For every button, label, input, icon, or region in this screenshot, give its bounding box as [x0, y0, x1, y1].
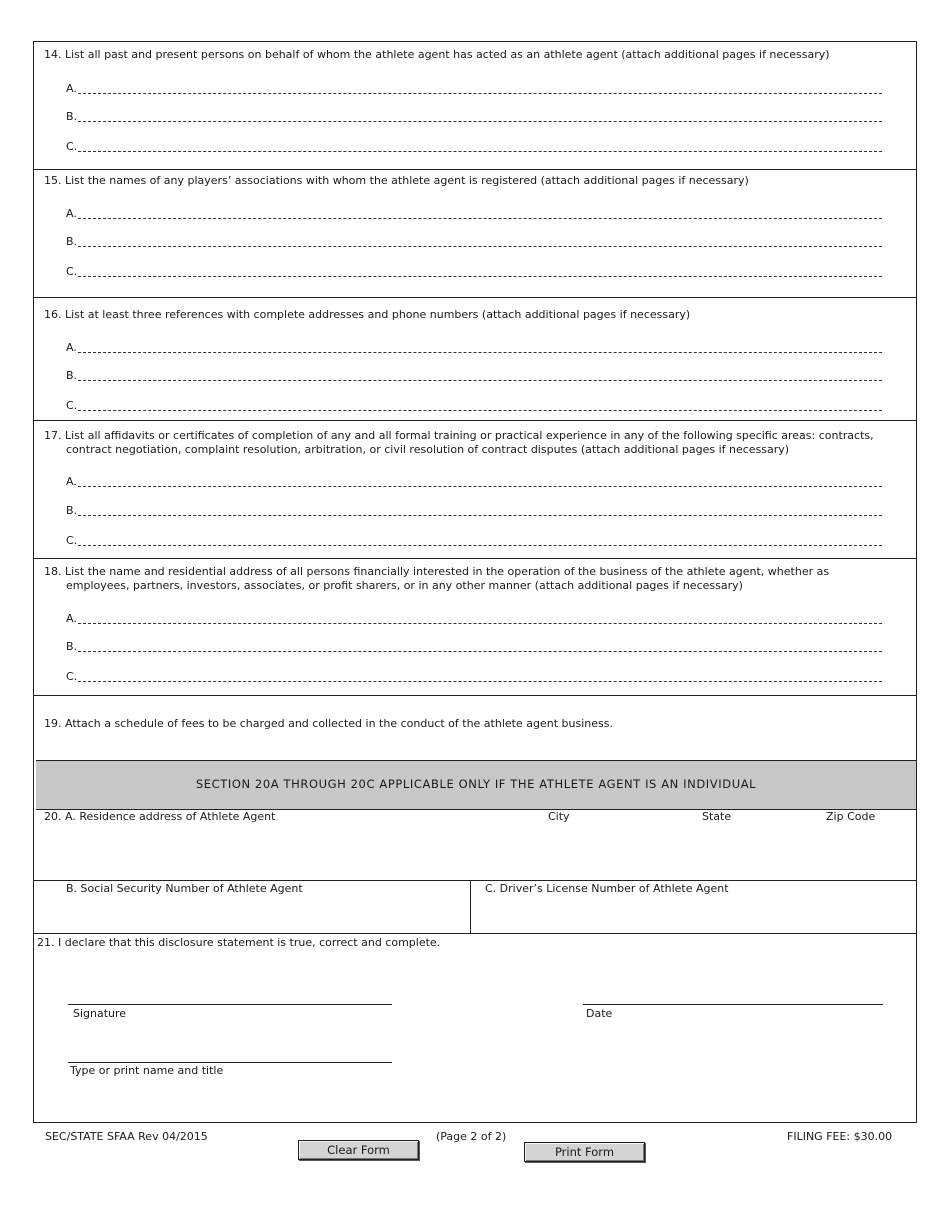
answer-line[interactable]: [66, 670, 882, 684]
answer-line[interactable]: [66, 235, 882, 249]
page-number: (Page 2 of 2): [436, 1130, 507, 1143]
question-20a[interactable]: [34, 808, 916, 880]
question-15-text: 15. List the names of any players’ associations with whom the athlete agent is registered (attach additional pages if necessary): [44, 174, 749, 187]
date-label: Date: [586, 1007, 613, 1020]
ssn-label: B. Social Security Number of Athlete Agent: [66, 882, 303, 895]
answer-line[interactable]: [66, 399, 882, 413]
answer-letter: C.: [66, 399, 78, 412]
question-18: [34, 558, 916, 695]
answer-line[interactable]: [66, 640, 882, 654]
form-id: SEC/STATE SFAA Rev 04/2015: [45, 1130, 208, 1143]
answer-letter: B.: [66, 504, 78, 517]
answer-letter: C.: [66, 670, 78, 683]
name-title-line[interactable]: [68, 1062, 392, 1063]
question-18-text: 18. List the name and residential address of all persons financially interested in the operation of the business of the athlete agent, whether as employees, partners, investors, associates, or profit sharers, or in any other manner (attach additional pages if necessary): [44, 565, 830, 592]
city-label: City: [548, 810, 570, 823]
question-21: [34, 933, 916, 1122]
section-banner: SECTION 20A THROUGH 20C APPLICABLE ONLY IF THE ATHLETE AGENT IS AN INDIVIDUAL: [36, 760, 916, 810]
answer-letter: A.: [66, 612, 77, 625]
answer-line[interactable]: [66, 140, 882, 154]
answer-line[interactable]: [66, 504, 882, 518]
answer-letter: B.: [66, 369, 78, 382]
answer-letter: B.: [66, 640, 78, 653]
question-17-text: 17. List all affidavits or certificates of completion of any and all formal training or practical experience in any of the following specific areas: contracts, contract negotiation, complaint resolution, arbitration, or civil resolution of contract disputes (attach additional pages if necessary): [44, 429, 874, 456]
declaration-text: 21. I declare that this disclosure statement is true, correct and complete.: [37, 936, 441, 949]
form-page: [33, 41, 917, 1123]
signature-line[interactable]: [68, 1004, 392, 1005]
question-14: [34, 42, 916, 169]
question-16: [34, 297, 916, 420]
print-form-button[interactable]: Print Form: [524, 1142, 645, 1162]
question-19: [34, 695, 916, 760]
answer-letter: B.: [66, 235, 78, 248]
state-label: State: [702, 810, 732, 823]
date-line[interactable]: [583, 1004, 883, 1005]
name-title-label: Type or print name and title: [70, 1064, 224, 1077]
field-divider: [470, 881, 471, 934]
question-17: [34, 420, 916, 558]
answer-line[interactable]: [66, 82, 882, 96]
signature-label: Signature: [73, 1007, 127, 1020]
answer-letter: C.: [66, 140, 78, 153]
answer-letter: A.: [66, 475, 77, 488]
question-14-text: 14. List all past and present persons on behalf of whom the athlete agent has acted as an athlete agent (attach additional pages if necessary): [44, 48, 830, 61]
answer-line[interactable]: [66, 110, 882, 124]
answer-line[interactable]: [66, 369, 882, 383]
drivers-license-label: C. Driver’s License Number of Athlete Agent: [485, 882, 729, 895]
clear-form-button[interactable]: Clear Form: [298, 1140, 419, 1160]
question-19-text: 19. Attach a schedule of fees to be charged and collected in the conduct of the athlete agent business.: [44, 717, 613, 730]
answer-letter: C.: [66, 265, 78, 278]
answer-line[interactable]: [66, 341, 882, 355]
answer-line[interactable]: [66, 475, 882, 489]
zip-code-label: Zip Code: [826, 810, 876, 823]
question-15: [34, 169, 916, 297]
answer-line[interactable]: [66, 265, 882, 279]
question-20bc: [34, 880, 916, 933]
question-16-text: 16. List at least three references with complete addresses and phone numbers (attach additional pages if necessary): [44, 308, 691, 321]
answer-letter: A.: [66, 341, 77, 354]
answer-line[interactable]: [66, 534, 882, 548]
answer-line[interactable]: [66, 207, 882, 221]
residence-address-label: 20. A. Residence address of Athlete Agent: [44, 810, 276, 823]
answer-line[interactable]: [66, 612, 882, 626]
answer-letter: B.: [66, 110, 78, 123]
answer-letter: C.: [66, 534, 78, 547]
filing-fee: FILING FEE: $30.00: [787, 1130, 893, 1143]
answer-letter: A.: [66, 82, 77, 95]
answer-letter: A.: [66, 207, 77, 220]
